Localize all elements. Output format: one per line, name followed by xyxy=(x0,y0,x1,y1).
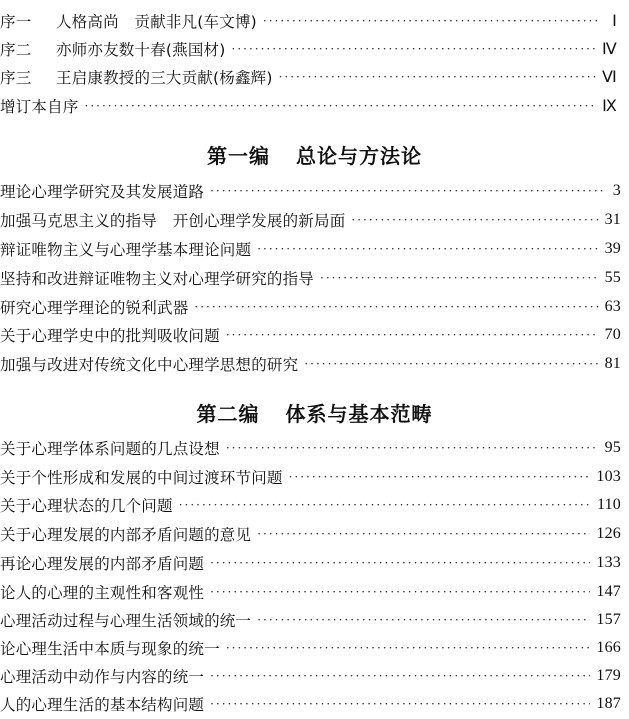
toc-entry xyxy=(0,236,621,262)
leader-dots xyxy=(210,663,590,689)
toc-entry xyxy=(0,351,621,377)
page-number: 179 xyxy=(596,667,621,684)
leader-dots xyxy=(304,351,598,377)
entry-title: 心理活动中动作与内容的统一 xyxy=(0,668,205,686)
toc-entry xyxy=(0,322,621,348)
toc-entry xyxy=(0,579,621,605)
leader-dots xyxy=(257,521,590,547)
leader-dots xyxy=(257,236,598,262)
leader-dots xyxy=(179,492,591,518)
page-number: 70 xyxy=(604,326,621,343)
leader-dots xyxy=(226,322,599,348)
page-number: 126 xyxy=(596,525,621,542)
page-number: 95 xyxy=(604,439,621,456)
entry-title: 论心理生活中本质与现象的统一 xyxy=(0,640,220,658)
page-number: 63 xyxy=(604,298,621,315)
leader-dots xyxy=(194,294,598,320)
leader-dots xyxy=(320,265,599,291)
toc-entry xyxy=(0,635,621,661)
preface-label: 序三 xyxy=(0,69,32,87)
preface-label: 序二 xyxy=(0,41,32,59)
page-number: Ⅵ xyxy=(602,69,617,86)
leader-dots xyxy=(210,550,590,576)
preface-entry-title xyxy=(0,66,273,88)
leader-dots xyxy=(351,207,598,233)
entry-title: 加强马克思主义的指导 开创心理学发展的新局面 xyxy=(0,212,346,230)
preface-title-text: 人格高尚 贡献非凡(车文博) xyxy=(56,13,257,31)
leader-dots xyxy=(210,579,590,605)
entry-title: 再论心理发展的内部矛盾问题 xyxy=(0,555,205,573)
toc-entry xyxy=(0,691,621,717)
page-number: Ⅳ xyxy=(602,41,617,58)
preface-title-text: 亦师亦友数十春(燕国材) xyxy=(56,41,226,59)
leader-dots xyxy=(263,8,601,34)
preface-title-text: 王启康教授的三大贡献(杨鑫辉) xyxy=(56,69,273,87)
page-number: 110 xyxy=(596,496,621,513)
toc-entry xyxy=(0,607,621,633)
page-number: 39 xyxy=(604,240,621,257)
section-heading-1 xyxy=(0,140,629,169)
toc-entry xyxy=(0,294,621,320)
entry-title: 关于心理状态的几个问题 xyxy=(0,497,173,515)
leader-dots xyxy=(232,36,597,62)
page-number: Ⅸ xyxy=(602,98,617,115)
preface-entry-title xyxy=(0,38,226,60)
leader-dots xyxy=(226,435,599,461)
entry-title: 研究心理学理论的锐利武器 xyxy=(0,299,189,317)
entry-title: 关于心理学史中的批判吸收问题 xyxy=(0,327,220,345)
section-heading-2 xyxy=(0,398,629,427)
section-name: 体系与基本范畴 xyxy=(285,402,433,426)
page-number: 81 xyxy=(604,355,621,372)
page-number: 55 xyxy=(604,269,621,286)
section-name: 总论与方法论 xyxy=(296,144,422,168)
entry-title: 关于心理学体系问题的几点设想 xyxy=(0,440,220,458)
page-number: 103 xyxy=(596,468,621,485)
page-number: Ⅰ xyxy=(612,13,617,30)
toc-entry xyxy=(0,550,621,576)
toc-entry xyxy=(0,265,621,291)
entry-title: 坚持和改进辩证唯物主义对心理学研究的指导 xyxy=(0,270,315,288)
section-part-label: 第二编 xyxy=(196,402,260,426)
page-number: 3 xyxy=(612,182,621,199)
entry-title: 论人的心理的主观性和客观性 xyxy=(0,584,205,602)
preface-entry-2 xyxy=(0,36,617,62)
page-number: 187 xyxy=(596,695,621,712)
leader-dots xyxy=(210,178,605,204)
toc-entry xyxy=(0,464,621,490)
toc-entry xyxy=(0,178,621,204)
entry-title: 心理活动过程与心理生活领域的统一 xyxy=(0,612,252,630)
toc-entry xyxy=(0,435,621,461)
page-number: 147 xyxy=(596,583,621,600)
entry-title: 人的心理生活的基本结构问题 xyxy=(0,696,205,714)
page-number: 31 xyxy=(604,211,621,228)
page-number: 166 xyxy=(596,639,621,656)
page-number: 157 xyxy=(596,611,621,628)
leader-dots xyxy=(279,64,596,90)
entry-title: 关于个性形成和发展的中间过渡环节问题 xyxy=(0,469,283,487)
section-part-label: 第一编 xyxy=(207,144,270,168)
page-number: 133 xyxy=(596,554,621,571)
leader-dots xyxy=(85,93,597,119)
leader-dots xyxy=(226,635,591,661)
entry-title: 理论心理学研究及其发展道路 xyxy=(0,183,205,201)
toc-entry xyxy=(0,207,621,233)
leader-dots xyxy=(257,607,590,633)
entry-title: 辩证唯物主义与心理学基本理论问题 xyxy=(0,241,252,259)
entry-title: 关于心理发展的内部矛盾问题的意见 xyxy=(0,526,252,544)
toc-entry xyxy=(0,663,621,689)
toc-entry xyxy=(0,492,621,518)
entry-title: 加强与改进对传统文化中心理学思想的研究 xyxy=(0,356,299,374)
leader-dots xyxy=(210,691,590,717)
preface-entry-4 xyxy=(0,93,617,119)
preface-entry-1 xyxy=(0,8,617,34)
preface-entry-3 xyxy=(0,64,617,90)
toc-entry xyxy=(0,521,621,547)
preface-label: 序一 xyxy=(0,13,32,31)
preface-entry-title: 增订本自序 xyxy=(0,98,79,116)
preface-entry-title xyxy=(0,10,257,32)
leader-dots xyxy=(289,464,591,490)
